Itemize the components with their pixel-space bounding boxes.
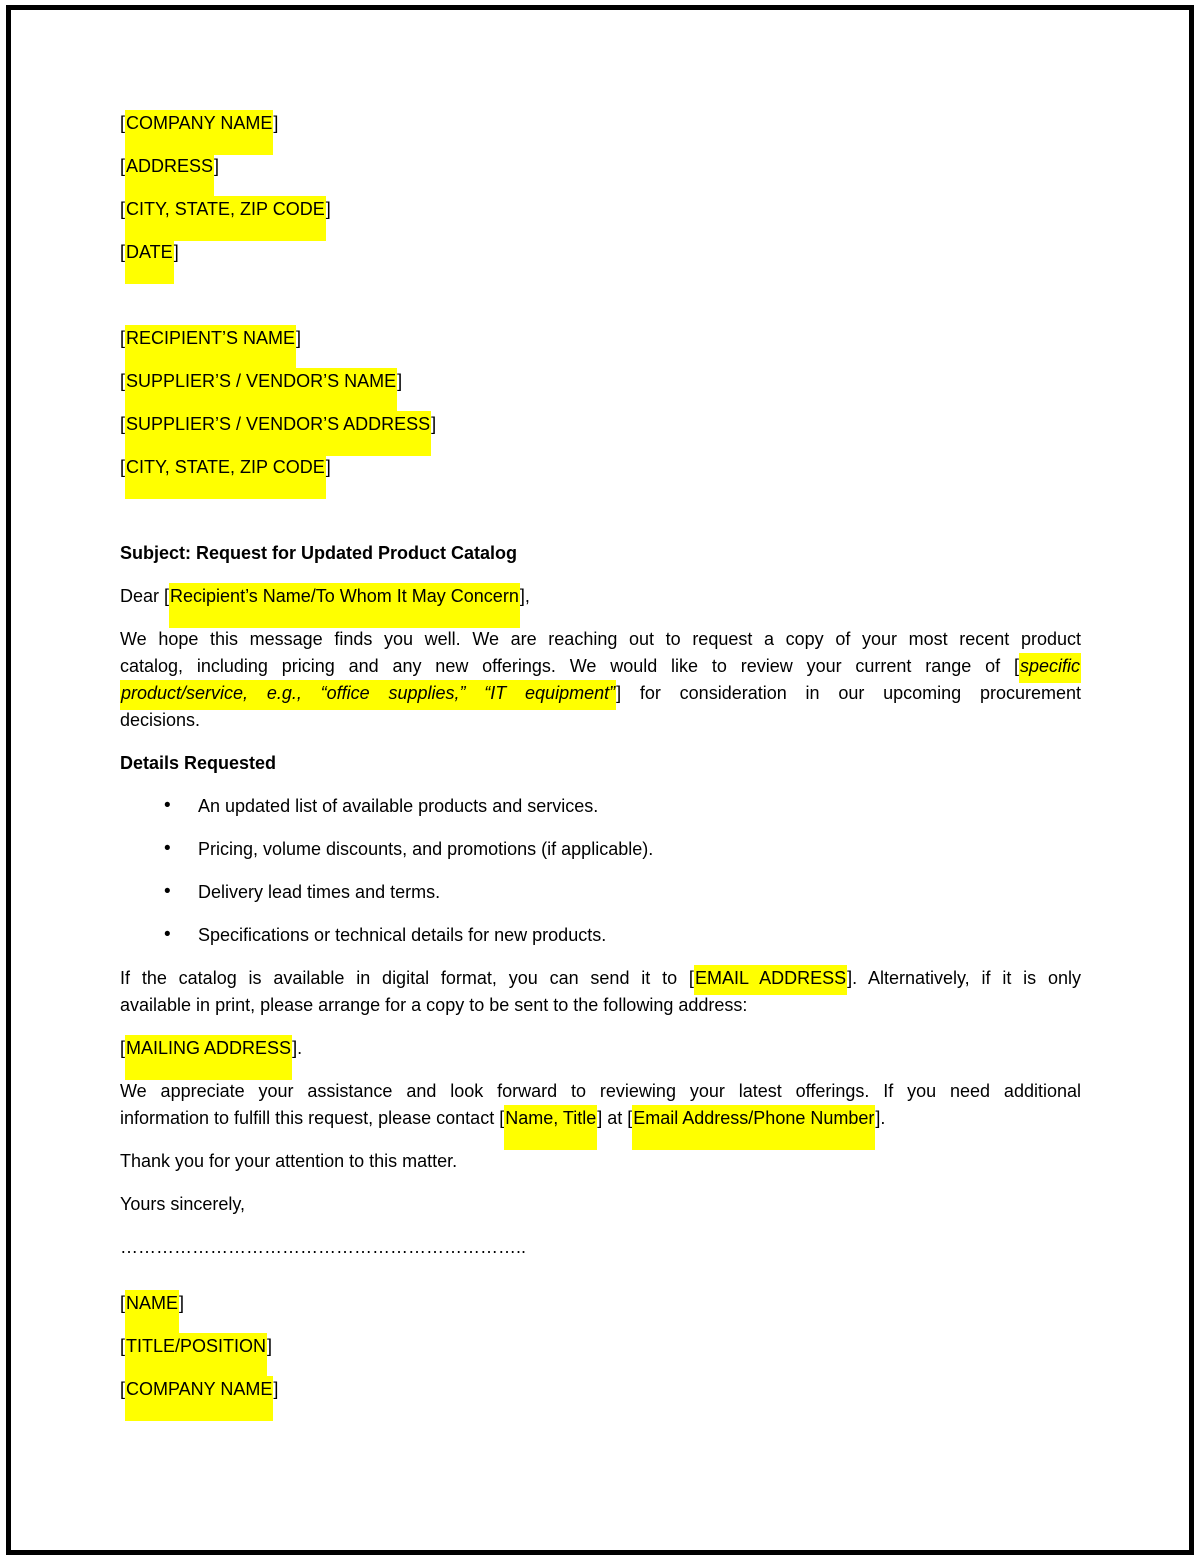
text-segment: ………………………………………………………….. (120, 1237, 527, 1257)
highlighted-placeholder: ADDRESS (125, 153, 214, 198)
recipient-name-line (120, 325, 1081, 352)
text-line (120, 110, 1081, 137)
text-segment: ] (173, 242, 179, 262)
text-segment: [ (120, 199, 126, 219)
text-segment: [ (120, 414, 126, 434)
highlighted-placeholder: Name, Title (504, 1105, 597, 1150)
signature-dotted-line (120, 1234, 1081, 1261)
thanks-line (120, 1148, 1081, 1175)
salutation-line (120, 583, 1081, 610)
text-segment: Dear [ (120, 586, 170, 606)
text-line (120, 1234, 1081, 1261)
text-segment: Yours sincerely, (120, 1194, 246, 1214)
highlighted-placeholder: TITLE/POSITION (125, 1333, 267, 1378)
text-segment: [ (120, 113, 126, 133)
bullet-item (120, 922, 1081, 949)
text-line (120, 196, 1081, 223)
bullet-item (120, 793, 1081, 820)
text-segment: ] (214, 156, 220, 176)
text-line (120, 1290, 1081, 1317)
highlighted-placeholder: DATE (125, 239, 174, 284)
highlighted-placeholder: RECIPIENT’S NAME (125, 325, 296, 370)
supplier-address-line (120, 411, 1081, 438)
text-segment: Subject: Request for Updated Product Catalog (120, 543, 518, 563)
text-segment: [ (120, 457, 126, 477)
mailing-address-line (120, 1035, 1081, 1062)
highlighted-placeholder: SUPPLIER’S / VENDOR’S ADDRESS (125, 411, 431, 456)
text-segment: If the catalog is available in digital format, you can send it to [ (120, 968, 694, 988)
highlighted-placeholder: specific (1019, 653, 1081, 683)
text-segment: [ (120, 1379, 126, 1399)
text-line (120, 1078, 1081, 1105)
highlighted-placeholder: EMAIL ADDRESS (694, 965, 847, 995)
text-line (120, 965, 1081, 992)
appreciation-paragraph (120, 1078, 1081, 1132)
highlighted-placeholder: COMPANY NAME (125, 1376, 273, 1421)
signature-name-line (120, 1290, 1081, 1317)
text-line (120, 750, 1081, 777)
text-segment: [ (120, 1038, 126, 1058)
text-line (120, 1105, 1081, 1132)
date-line (120, 239, 1081, 266)
text-segment: information to fulfill this request, please contact [ (120, 1108, 505, 1128)
text-segment: [ (120, 156, 126, 176)
text-segment: Details Requested (120, 753, 277, 773)
subject-line (120, 540, 1081, 567)
text-segment: [ (120, 242, 126, 262)
text-segment: ] (431, 414, 437, 434)
text-segment: ]. (292, 1038, 303, 1058)
bullet-icon: • (164, 795, 171, 816)
highlighted-placeholder: CITY, STATE, ZIP CODE (125, 454, 326, 499)
text-segment: [ (120, 371, 126, 391)
text-line (120, 1333, 1081, 1360)
text-segment: ] at [ (597, 1108, 633, 1128)
digital-catalog-paragraph (120, 965, 1081, 1019)
text-line (120, 411, 1081, 438)
recipient-city-line (120, 454, 1081, 481)
text-segment: [ (120, 1336, 126, 1356)
text-line (120, 153, 1081, 180)
text-line (120, 1376, 1081, 1403)
text-segment: [ (120, 328, 126, 348)
text-segment: ] for consideration in our upcoming procurement (616, 683, 1081, 703)
text-segment: ]. (875, 1108, 886, 1128)
highlighted-placeholder: COMPANY NAME (125, 110, 273, 155)
text-segment: ] (325, 457, 331, 477)
text-segment: catalog, including pricing and any new offerings. We would like to review your current range of [ (120, 656, 1019, 676)
text-segment: ] (273, 1379, 279, 1399)
sender-company-line (120, 110, 1081, 137)
text-line (120, 1148, 1081, 1175)
text-line (120, 992, 1081, 1019)
bullet-icon: • (164, 924, 171, 945)
text-line (120, 583, 1081, 610)
text-segment: ] (273, 113, 279, 133)
details-heading (120, 750, 1081, 777)
text-segment: ] (296, 328, 302, 348)
text-segment: ] (397, 371, 403, 391)
sender-address-line (120, 153, 1081, 180)
bullet-text: Pricing, volume discounts, and promotions (if applicable). (198, 839, 654, 859)
signature-company-line (120, 1376, 1081, 1403)
text-segment: [ (120, 1293, 126, 1313)
text-line (120, 325, 1081, 352)
highlighted-placeholder: NAME (125, 1290, 179, 1335)
text-segment: decisions. (120, 710, 201, 730)
bullet-item (120, 836, 1081, 863)
text-segment: ]. Alternatively, if it is only (847, 968, 1081, 988)
text-line (120, 368, 1081, 395)
bullet-text: Delivery lead times and terms. (198, 882, 441, 902)
closing-line (120, 1191, 1081, 1218)
text-line (120, 454, 1081, 481)
details-list (120, 793, 1081, 949)
text-segment: ] (179, 1293, 185, 1313)
bullet-icon: • (164, 838, 171, 859)
text-segment: We appreciate your assistance and look forward to reviewing your latest offerings. If you need additional (120, 1081, 1081, 1101)
bullet-text: An updated list of available products and services. (198, 796, 599, 816)
text-segment: ] (267, 1336, 273, 1356)
text-segment: Thank you for your attention to this matter. (120, 1151, 458, 1171)
intro-paragraph (120, 626, 1081, 734)
signature-title-line (120, 1333, 1081, 1360)
highlighted-placeholder: CITY, STATE, ZIP CODE (125, 196, 326, 241)
bullet-icon: • (164, 881, 171, 902)
supplier-name-line (120, 368, 1081, 395)
bullet-item (120, 879, 1081, 906)
bullet-text: Specifications or technical details for new products. (198, 925, 607, 945)
text-line (120, 1191, 1081, 1218)
text-line (120, 653, 1081, 680)
letter-body (120, 110, 1081, 1403)
text-line (120, 680, 1081, 707)
highlighted-placeholder: MAILING ADDRESS (125, 1035, 292, 1080)
highlighted-placeholder: Email Address/Phone Number (632, 1105, 875, 1150)
sender-city-line (120, 196, 1081, 223)
highlighted-placeholder: Recipient’s Name/To Whom It May Concern (169, 583, 520, 628)
highlighted-placeholder: SUPPLIER’S / VENDOR’S NAME (125, 368, 397, 413)
text-segment: ], (519, 586, 530, 606)
text-line (120, 239, 1081, 266)
highlighted-placeholder: product/service, e.g., “office supplies,” “IT equipment” (120, 680, 616, 710)
text-segment: We hope this message finds you well. We are reaching out to request a copy of your most recent product (120, 629, 1081, 649)
text-line (120, 707, 1081, 734)
text-segment: ] (325, 199, 331, 219)
text-segment: available in print, please arrange for a copy to be sent to the following address: (120, 995, 748, 1015)
text-line (120, 540, 1081, 567)
text-line (120, 626, 1081, 653)
text-line (120, 1035, 1081, 1062)
